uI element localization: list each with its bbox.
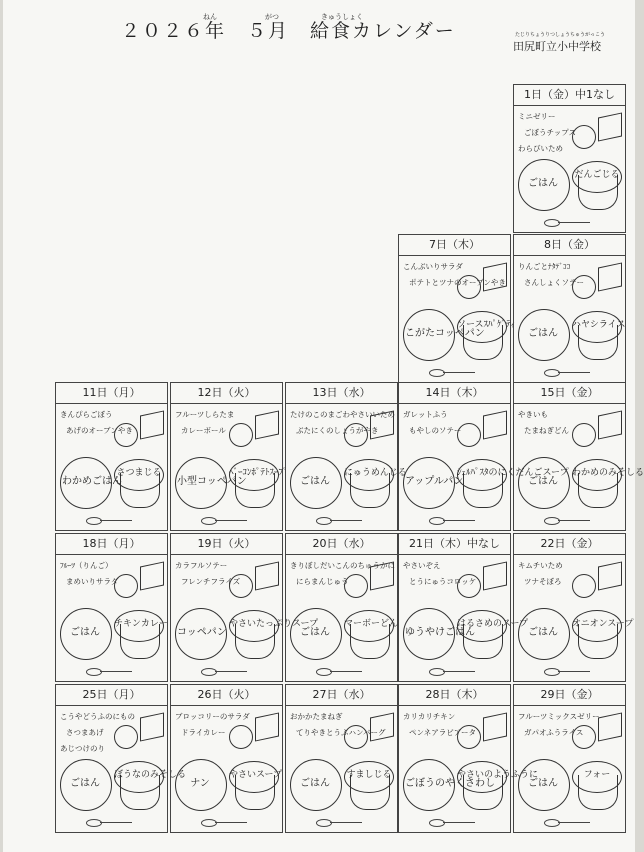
day-label: 21日（木）中なし bbox=[399, 534, 510, 555]
side-dish: もやしのソテー bbox=[409, 426, 462, 435]
main-dish-label: ごはん bbox=[70, 778, 100, 789]
utensil-handle bbox=[558, 372, 590, 373]
day-label: 29日（金） bbox=[514, 685, 625, 706]
side-dish: ブロッコリーのサラダ bbox=[175, 712, 250, 721]
side-dish: きんぴらごぼう bbox=[60, 410, 113, 419]
soup-bowl bbox=[344, 459, 407, 509]
soup-bowl bbox=[229, 761, 283, 811]
side-dish: ドライカレー bbox=[181, 728, 226, 737]
milk-carton-icon bbox=[140, 561, 164, 590]
utensil-handle bbox=[330, 671, 362, 672]
spoon-icon bbox=[316, 819, 332, 827]
day-cell bbox=[513, 684, 626, 833]
soup-bowl bbox=[457, 610, 529, 660]
milk-carton-icon bbox=[255, 561, 279, 590]
day-cell bbox=[398, 234, 516, 383]
spoon-icon bbox=[201, 819, 217, 827]
side-dish: フルーツしらたま bbox=[175, 410, 235, 419]
soup-label: チキンカレー bbox=[114, 619, 168, 629]
utensil-handle bbox=[215, 822, 247, 823]
spoon-icon bbox=[544, 369, 560, 377]
day-label: 25日（月） bbox=[56, 685, 167, 706]
soup-bowl bbox=[572, 311, 626, 361]
spoon-icon bbox=[201, 517, 217, 525]
soup-bowl bbox=[344, 761, 394, 811]
main-dish-label: ゆうやけごはん bbox=[405, 627, 475, 638]
milk-carton-icon bbox=[598, 262, 622, 291]
milk-carton-icon bbox=[255, 410, 279, 439]
main-dish-label: ごはん bbox=[300, 476, 330, 487]
spoon-icon bbox=[429, 369, 445, 377]
milk-carton-icon bbox=[370, 410, 394, 439]
soup-bowl bbox=[344, 610, 399, 660]
soup-label: だんごじる bbox=[574, 170, 620, 180]
spoon-icon bbox=[316, 517, 332, 525]
side-dish: フルーツミックスゼリー bbox=[518, 712, 600, 721]
side-dish: たまねぎどん bbox=[524, 426, 569, 435]
title-ruby-kyushoku: きゅうしょく bbox=[321, 13, 363, 21]
utensil-handle bbox=[215, 520, 247, 521]
main-dish-label: ごはん bbox=[70, 627, 100, 638]
side-dish: ぶたにくのしょうがやき bbox=[296, 426, 379, 435]
spoon-icon bbox=[86, 668, 102, 676]
day-cell bbox=[170, 684, 283, 833]
milk-carton-icon bbox=[370, 712, 394, 741]
soup-label: ぼうなのみそしる bbox=[114, 770, 187, 780]
soup-bowl bbox=[229, 459, 288, 509]
spoon-icon bbox=[544, 219, 560, 227]
side-dish: あじつけのり bbox=[60, 744, 105, 753]
utensil-handle bbox=[558, 822, 590, 823]
soup-label: わかめのみそしる bbox=[572, 468, 644, 478]
milk-carton-icon bbox=[483, 561, 507, 590]
side-dish: にらまんじゅう bbox=[296, 577, 349, 586]
utensil-handle bbox=[330, 520, 362, 521]
title-ruby-nen: ねん bbox=[203, 13, 217, 21]
side-dish-plate bbox=[457, 275, 481, 299]
utensil-handle bbox=[215, 671, 247, 672]
day-label: 1日（金）中1なし bbox=[514, 85, 625, 106]
side-dish: ペンネアラビアータ bbox=[409, 728, 477, 737]
side-dish-plate bbox=[344, 423, 368, 447]
day-cell bbox=[55, 382, 168, 531]
side-dish: ミニゼリー bbox=[518, 112, 556, 121]
day-label: 27日（水） bbox=[286, 685, 397, 706]
soup-label: にゅうめんじる bbox=[344, 468, 407, 478]
soup-label: ソースｽﾊﾟｹﾞﾃｨ bbox=[457, 320, 516, 330]
spoon-icon bbox=[201, 668, 217, 676]
spoon-icon bbox=[544, 517, 560, 525]
day-label: 14日（木） bbox=[399, 383, 510, 404]
day-cell bbox=[55, 684, 187, 833]
side-dish-plate bbox=[114, 725, 138, 749]
day-label: 12日（火） bbox=[171, 383, 282, 404]
day-cell bbox=[285, 684, 398, 833]
utensil-handle bbox=[443, 671, 475, 672]
soup-bowl bbox=[114, 610, 168, 660]
utensil-handle bbox=[558, 520, 590, 521]
main-dish-label: ナン bbox=[190, 778, 210, 789]
school-name: 田尻町立小中学校 bbox=[513, 40, 601, 53]
side-dish: ガパオふうライス bbox=[524, 728, 584, 737]
spoon-icon bbox=[316, 668, 332, 676]
milk-carton-icon bbox=[598, 112, 622, 141]
side-dish: フレンチフライズ bbox=[181, 577, 241, 586]
side-dish-plate bbox=[457, 423, 481, 447]
day-cell bbox=[285, 533, 398, 682]
side-dish: ごぼうチップス bbox=[524, 128, 576, 137]
calendar-page bbox=[3, 0, 644, 852]
side-dish: やさいぞえ bbox=[403, 561, 441, 570]
milk-carton-icon bbox=[255, 712, 279, 741]
side-dish: わらびいため bbox=[518, 144, 563, 153]
day-label: 11日（月） bbox=[56, 383, 167, 404]
side-dish: まめいりサラダ bbox=[66, 577, 119, 586]
soup-bowl bbox=[114, 459, 164, 509]
side-dish: ポテトとツナのオーブンやき bbox=[409, 278, 506, 287]
side-dish: りんごとﾅﾀﾃﾞｺｺ bbox=[518, 262, 571, 271]
side-dish-plate bbox=[572, 574, 596, 598]
spoon-icon bbox=[86, 819, 102, 827]
spoon-icon bbox=[86, 517, 102, 525]
utensil-handle bbox=[100, 520, 132, 521]
milk-carton-icon bbox=[483, 262, 507, 291]
soup-bowl bbox=[457, 311, 516, 361]
day-cell bbox=[513, 84, 626, 233]
soup-label: すましじる bbox=[346, 770, 392, 780]
side-dish-plate bbox=[114, 423, 138, 447]
side-dish-plate bbox=[114, 574, 138, 598]
main-dish-label: アップルパン bbox=[405, 476, 464, 487]
day-label: 22日（金） bbox=[514, 534, 625, 555]
day-label: 18日（月） bbox=[56, 534, 167, 555]
soup-label: やさいスープ bbox=[229, 770, 283, 780]
side-dish-plate bbox=[572, 125, 596, 149]
side-dish: おかかたまねぎ bbox=[290, 712, 343, 721]
soup-label: ハヤシライス bbox=[572, 320, 626, 330]
day-label: 26日（火） bbox=[171, 685, 282, 706]
utensil-handle bbox=[443, 822, 475, 823]
soup-bowl bbox=[114, 761, 187, 811]
day-cell bbox=[55, 533, 168, 682]
school-ruby: たじりちょうりつしょうちゅうがっこう bbox=[515, 32, 606, 38]
utensil-handle bbox=[558, 671, 590, 672]
day-cell bbox=[285, 382, 407, 531]
side-dish-plate bbox=[344, 725, 368, 749]
day-cell bbox=[398, 684, 539, 833]
utensil-handle bbox=[558, 222, 590, 223]
main-dish-label: コッペパン bbox=[177, 627, 227, 638]
side-dish-plate bbox=[457, 725, 481, 749]
soup-label: ﾍﾞｰｺﾝﾎﾟﾃﾄｽｰﾌﾟ bbox=[229, 468, 288, 478]
day-cell bbox=[398, 533, 529, 682]
title-ruby-gatsu: がつ bbox=[265, 13, 279, 21]
day-cell bbox=[170, 382, 288, 531]
soup-label: さつまじる bbox=[116, 468, 162, 478]
side-dish: こうやどうふのにもの bbox=[60, 712, 135, 721]
main-dish-label: ごはん bbox=[300, 627, 330, 638]
milk-carton-icon bbox=[140, 712, 164, 741]
side-dish: あげのオーブンやき bbox=[66, 426, 133, 435]
day-cell bbox=[513, 533, 634, 682]
soup-bowl bbox=[572, 459, 644, 509]
side-dish-plate bbox=[572, 275, 596, 299]
side-dish: ツナそぼろ bbox=[524, 577, 562, 586]
milk-carton-icon bbox=[483, 410, 507, 439]
side-dish-plate bbox=[344, 574, 368, 598]
main-dish-label: ごはん bbox=[528, 627, 558, 638]
side-dish-plate bbox=[572, 725, 596, 749]
side-dish: やきいも bbox=[518, 410, 548, 419]
side-dish: とうにゅうコロッケ bbox=[409, 577, 477, 586]
milk-carton-icon bbox=[598, 561, 622, 590]
main-dish-label: ごはん bbox=[300, 778, 330, 789]
side-dish-plate bbox=[572, 423, 596, 447]
main-dish-label: 小型コッペパン bbox=[177, 476, 247, 487]
soup-label: フォー bbox=[583, 770, 611, 780]
main-dish-label: ごぼうのやくさわし bbox=[405, 778, 495, 789]
side-dish: カリカリチキン bbox=[403, 712, 456, 721]
side-dish: ガレットふう bbox=[403, 410, 448, 419]
side-dish-plate bbox=[229, 725, 253, 749]
main-dish-label: わかめごはん bbox=[62, 476, 122, 487]
utensil-handle bbox=[443, 372, 475, 373]
day-cell bbox=[513, 234, 626, 383]
side-dish: こんぶいりサラダ bbox=[403, 262, 463, 271]
milk-carton-icon bbox=[370, 561, 394, 590]
day-label: 20日（水） bbox=[286, 534, 397, 555]
soup-label: ｼｪﾙﾊﾟｽﾀのにくだんごスープ bbox=[457, 468, 569, 478]
page-title: ２０２６年 ５月 給食カレンダー bbox=[121, 20, 456, 42]
side-dish: キムチいため bbox=[518, 561, 563, 570]
soup-bowl bbox=[572, 610, 634, 660]
milk-carton-icon bbox=[483, 712, 507, 741]
milk-carton-icon bbox=[140, 410, 164, 439]
day-cell bbox=[513, 382, 644, 531]
spoon-icon bbox=[544, 819, 560, 827]
utensil-handle bbox=[100, 822, 132, 823]
day-label: 28日（木） bbox=[399, 685, 510, 706]
spoon-icon bbox=[429, 668, 445, 676]
milk-carton-icon bbox=[598, 410, 622, 439]
utensil-handle bbox=[443, 520, 475, 521]
side-dish: ﾌﾙｰﾂ（りんご） bbox=[60, 561, 113, 570]
side-dish: さつまあげ bbox=[66, 728, 104, 737]
main-dish-label: ごはん bbox=[528, 328, 558, 339]
side-dish: てりやきとうふハンバーグ bbox=[296, 728, 386, 737]
soup-bowl bbox=[572, 161, 622, 211]
side-dish-plate bbox=[229, 423, 253, 447]
spoon-icon bbox=[544, 668, 560, 676]
soup-label: オニオンスープ bbox=[572, 619, 634, 629]
side-dish: カレーボール bbox=[181, 426, 226, 435]
soup-label: はるさめのスープ bbox=[457, 619, 529, 629]
utensil-handle bbox=[330, 822, 362, 823]
utensil-handle bbox=[100, 671, 132, 672]
day-label: 19日（火） bbox=[171, 534, 282, 555]
soup-bowl bbox=[457, 761, 539, 811]
soup-label: マーボーどん bbox=[344, 619, 399, 629]
side-dish: たけのこのまごわやさいいため bbox=[290, 410, 395, 419]
side-dish: カラフルソテー bbox=[175, 561, 228, 570]
day-label: 15日（金） bbox=[514, 383, 625, 404]
main-dish-label: ごはん bbox=[528, 178, 558, 189]
day-label: 8日（金） bbox=[514, 235, 625, 256]
side-dish-plate bbox=[229, 574, 253, 598]
soup-label: やさいのようふうに bbox=[457, 770, 539, 780]
side-dish: さんしょくソテー bbox=[524, 278, 584, 287]
soup-bowl bbox=[572, 761, 622, 811]
soup-label: やさいたっぷりスープ bbox=[229, 619, 319, 629]
milk-carton-icon bbox=[598, 712, 622, 741]
spoon-icon bbox=[429, 819, 445, 827]
side-dish-plate bbox=[457, 574, 481, 598]
day-label: 7日（木） bbox=[399, 235, 510, 256]
spoon-icon bbox=[429, 517, 445, 525]
main-dish-label: ごはん bbox=[528, 778, 558, 789]
main-dish-label: こがたコッペパン bbox=[405, 328, 485, 339]
side-dish: きりぼしだいこんのちゅうかに bbox=[290, 561, 395, 570]
day-label: 13日（水） bbox=[286, 383, 397, 404]
main-dish-label: ごはん bbox=[528, 476, 558, 487]
